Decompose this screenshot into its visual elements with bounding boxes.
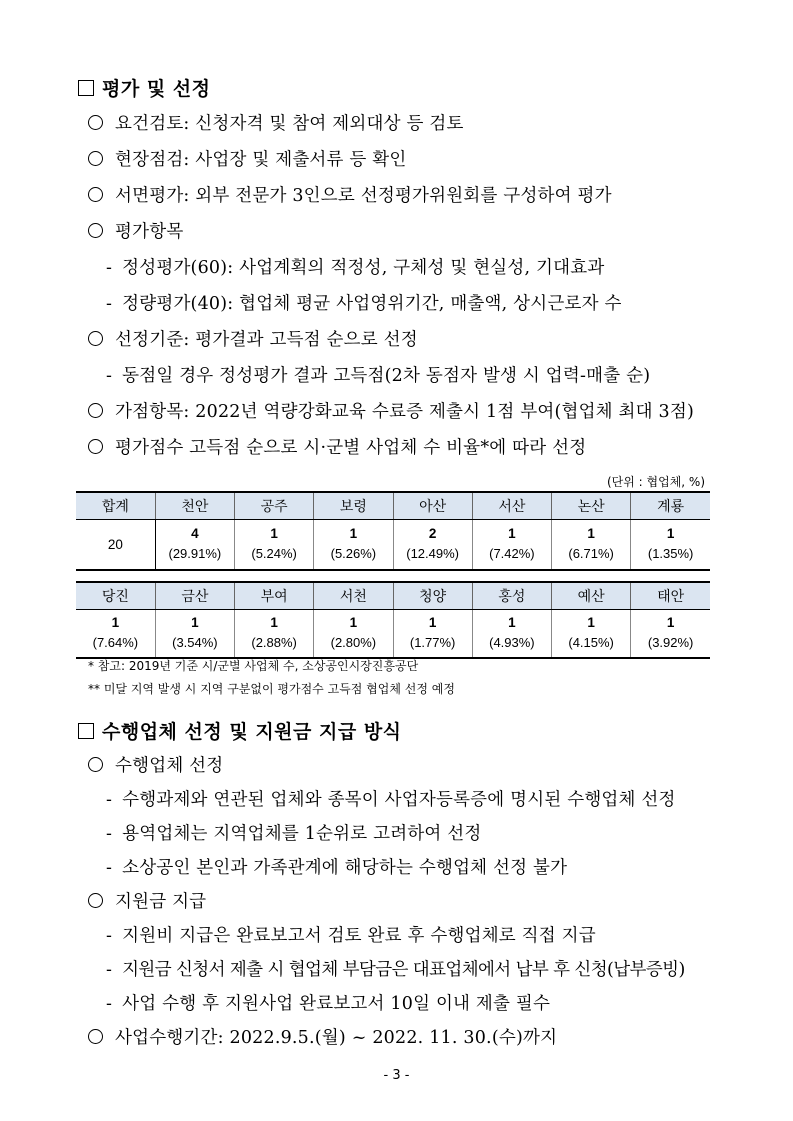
bullet-item: 지원금 지급	[88, 888, 206, 913]
sub-item: - 사업 수행 후 지원사업 완료보고서 10일 이내 제출 필수	[106, 994, 551, 1014]
circle-bullet-icon	[88, 757, 103, 772]
table-header: 계룡	[631, 492, 710, 520]
circle-bullet-icon	[88, 1029, 103, 1044]
circle-bullet-icon	[88, 187, 103, 202]
sub-item: - 지원비 지급은 완료보고서 검토 완료 후 수행업체로 직접 지급	[106, 926, 596, 946]
bullet-item: 요건검토: 신청자격 및 참여 제외대상 등 검토	[88, 110, 464, 135]
bullet-item: 가점항목: 2022년 역량강화교육 수료증 제출시 1점 부여(협업체 최대 3점)	[88, 398, 694, 423]
checkbox-square-icon	[78, 723, 94, 739]
table-header: 공주	[235, 492, 314, 520]
table-header: 태안	[631, 582, 710, 610]
dash-bullet-icon: -	[106, 258, 113, 278]
table-cell: 1 (7.42%)	[472, 520, 551, 570]
table-cell: 1 (4.93%)	[472, 610, 551, 658]
table-cell: 1 (7.64%)	[76, 610, 155, 658]
sub-item: - 소상공인 본인과 가족관계에 해당하는 수행업체 선정 불가	[106, 858, 568, 878]
section-title-contractor: 수행업체 선정 및 지원금 지급 방식	[78, 717, 402, 744]
sub-item: - 지원금 신청서 제출 시 협업체 부담금은 대표업체에서 납부 후 신청(납부증빙)	[106, 960, 685, 980]
table-header: 홍성	[472, 582, 551, 610]
bullet-item: 사업수행기간: 2022.9.5.(월) ~ 2022. 11. 30.(수)까지	[88, 1024, 557, 1049]
table-header: 금산	[155, 582, 234, 610]
circle-bullet-icon	[88, 331, 103, 346]
sub-item: - 동점일 경우 정성평가 결과 고득점(2차 동점자 발생 시 업력-매출 순)	[106, 366, 651, 386]
table-header: 서산	[472, 492, 551, 520]
table-cell: 1 (1.35%)	[631, 520, 710, 570]
dash-bullet-icon: -	[106, 994, 113, 1014]
bullet-item: 평가항목	[88, 218, 183, 243]
table-cell: 1 (3.54%)	[155, 610, 234, 658]
table-cell: 1 (2.88%)	[235, 610, 314, 658]
table-header: 청양	[393, 582, 472, 610]
bullet-item: 서면평가: 외부 전문가 3인으로 선정평가위원회를 구성하여 평가	[88, 182, 612, 207]
bullet-item: 평가점수 고득점 순으로 시·군별 사업체 수 비율*에 따라 선정	[88, 434, 586, 459]
dash-bullet-icon: -	[106, 926, 113, 946]
table-cell: 2 (12.49%)	[393, 520, 472, 570]
dash-bullet-icon: -	[106, 858, 113, 878]
circle-bullet-icon	[88, 439, 103, 454]
dash-bullet-icon: -	[106, 790, 113, 810]
bullet-item: 수행업체 선정	[88, 752, 223, 777]
table-unit-label: (단위 : 협업체, %)	[606, 475, 705, 489]
table-cell: 4 (29.91%)	[155, 520, 234, 570]
table-header: 논산	[552, 492, 631, 520]
table-cell: 1 (1.77%)	[393, 610, 472, 658]
footnote: ** 미달 지역 발생 시 지역 구분없이 평가점수 고득점 협업체 선정 예정	[88, 682, 455, 696]
checkbox-square-icon	[78, 80, 94, 96]
region-table-1	[76, 491, 710, 571]
table-header: 보령	[314, 492, 393, 520]
table-cell: 1 (5.24%)	[235, 520, 314, 570]
circle-bullet-icon	[88, 223, 103, 238]
table-header: 합계	[76, 492, 155, 520]
dash-bullet-icon: -	[106, 366, 113, 386]
section-title-evaluation: 평가 및 선정	[78, 74, 211, 101]
sub-item: - 정성평가(60): 사업계획의 적정성, 구체성 및 현실성, 기대효과	[106, 258, 605, 278]
table-cell: 1 (4.15%)	[552, 610, 631, 658]
circle-bullet-icon	[88, 115, 103, 130]
dash-bullet-icon: -	[106, 824, 113, 844]
bullet-item: 현장점검: 사업장 및 제출서류 등 확인	[88, 146, 406, 171]
table-cell: 1 (3.92%)	[631, 610, 710, 658]
dash-bullet-icon: -	[106, 294, 113, 314]
table-header: 예산	[552, 582, 631, 610]
table-cell: 1 (5.26%)	[314, 520, 393, 570]
dash-bullet-icon: -	[106, 960, 113, 980]
circle-bullet-icon	[88, 151, 103, 166]
bullet-item: 선정기준: 평가결과 고득점 순으로 선정	[88, 326, 418, 351]
sub-item: - 정량평가(40): 협업체 평균 사업영위기간, 매출액, 상시근로자 수	[106, 294, 622, 314]
table-header: 당진	[76, 582, 155, 610]
circle-bullet-icon	[88, 893, 103, 908]
table-cell-total: 20	[76, 520, 155, 570]
sub-item: - 수행과제와 연관된 업체와 종목이 사업자등록증에 명시된 수행업체 선정	[106, 790, 676, 810]
circle-bullet-icon	[88, 403, 103, 418]
table-header: 아산	[393, 492, 472, 520]
footnote: * 참고: 2019년 기준 시/군별 사업체 수, 소상공인시장진흥공단	[88, 659, 419, 673]
table-header: 서천	[314, 582, 393, 610]
table-cell: 1 (2.80%)	[314, 610, 393, 658]
region-table-2	[76, 581, 710, 659]
page-number: - 3 -	[383, 1068, 410, 1083]
sub-item: - 용역업체는 지역업체를 1순위로 고려하여 선정	[106, 824, 482, 844]
table-header: 천안	[155, 492, 234, 520]
table-header: 부여	[235, 582, 314, 610]
table-cell: 1 (6.71%)	[552, 520, 631, 570]
